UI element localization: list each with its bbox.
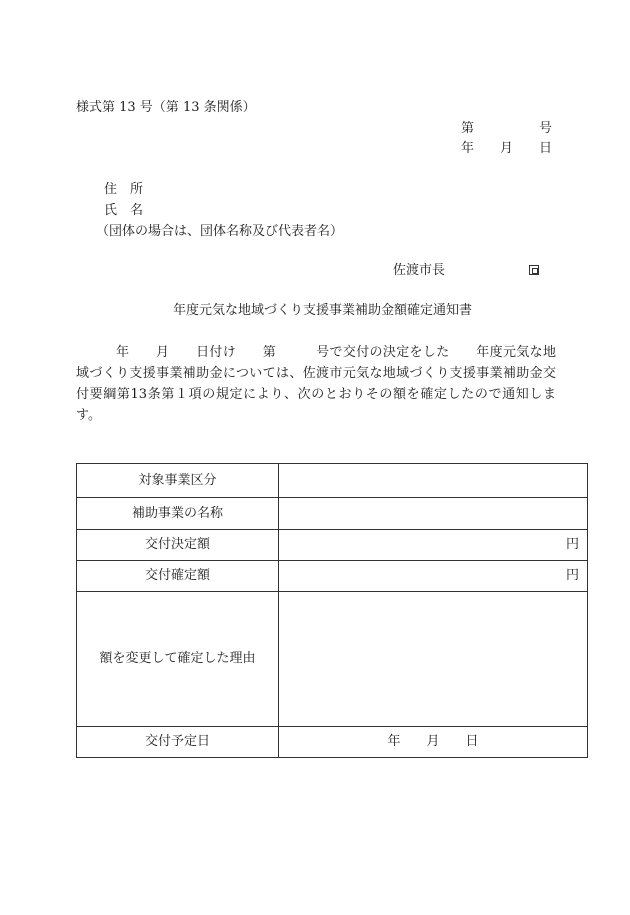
table-row (77, 592, 588, 727)
document-number: 第 号 (461, 121, 553, 136)
document-title: 年度元気な地域づくり支援事業補助金額確定通知書 (173, 303, 473, 318)
table-row (77, 530, 588, 561)
table-row (77, 464, 588, 498)
row-label-scheduled-date: 交付予定日 (77, 727, 279, 758)
issuer-title: 佐渡市長 (393, 263, 446, 278)
row-value-project-category (279, 464, 588, 498)
confirmation-table (76, 463, 588, 758)
row-label-confirmed-amount: 交付確定額 (77, 561, 279, 592)
address-label: 住 所 (104, 182, 144, 197)
name-label: 氏 名 (104, 203, 144, 218)
row-value-project-name (279, 498, 588, 530)
table-row (77, 498, 588, 530)
row-label-project-name: 補助事業の名称 (77, 498, 279, 530)
body-paragraph: 年 月 日付け 第 号で交付の決定をした 年度元気な地域づくり支援事業補助金については、佐渡市元気な地域づくり支援事業補助金交付要綱第13条第１項の規定により、次のとおりその額を確定したので通知します。 (76, 345, 556, 423)
seal-icon (529, 265, 539, 275)
table-row (77, 561, 588, 592)
row-value-change-reason (279, 592, 588, 727)
row-label-change-reason: 額を変更して確定した理由 (77, 592, 279, 727)
row-label-project-category: 対象事業区分 (77, 464, 279, 498)
row-value-confirmed-amount: 円 (279, 561, 588, 592)
document-date: 年 月 日 (461, 141, 553, 156)
row-label-decided-amount: 交付決定額 (77, 530, 279, 561)
form-number: 様式第 13 号（第 13 条関係） (76, 100, 256, 115)
row-value-decided-amount: 円 (279, 530, 588, 561)
row-value-scheduled-date: 年 月 日 (279, 727, 588, 758)
table-row (77, 727, 588, 758)
organization-note: （団体の場合は、団体名称及び代表者名） (96, 224, 344, 239)
